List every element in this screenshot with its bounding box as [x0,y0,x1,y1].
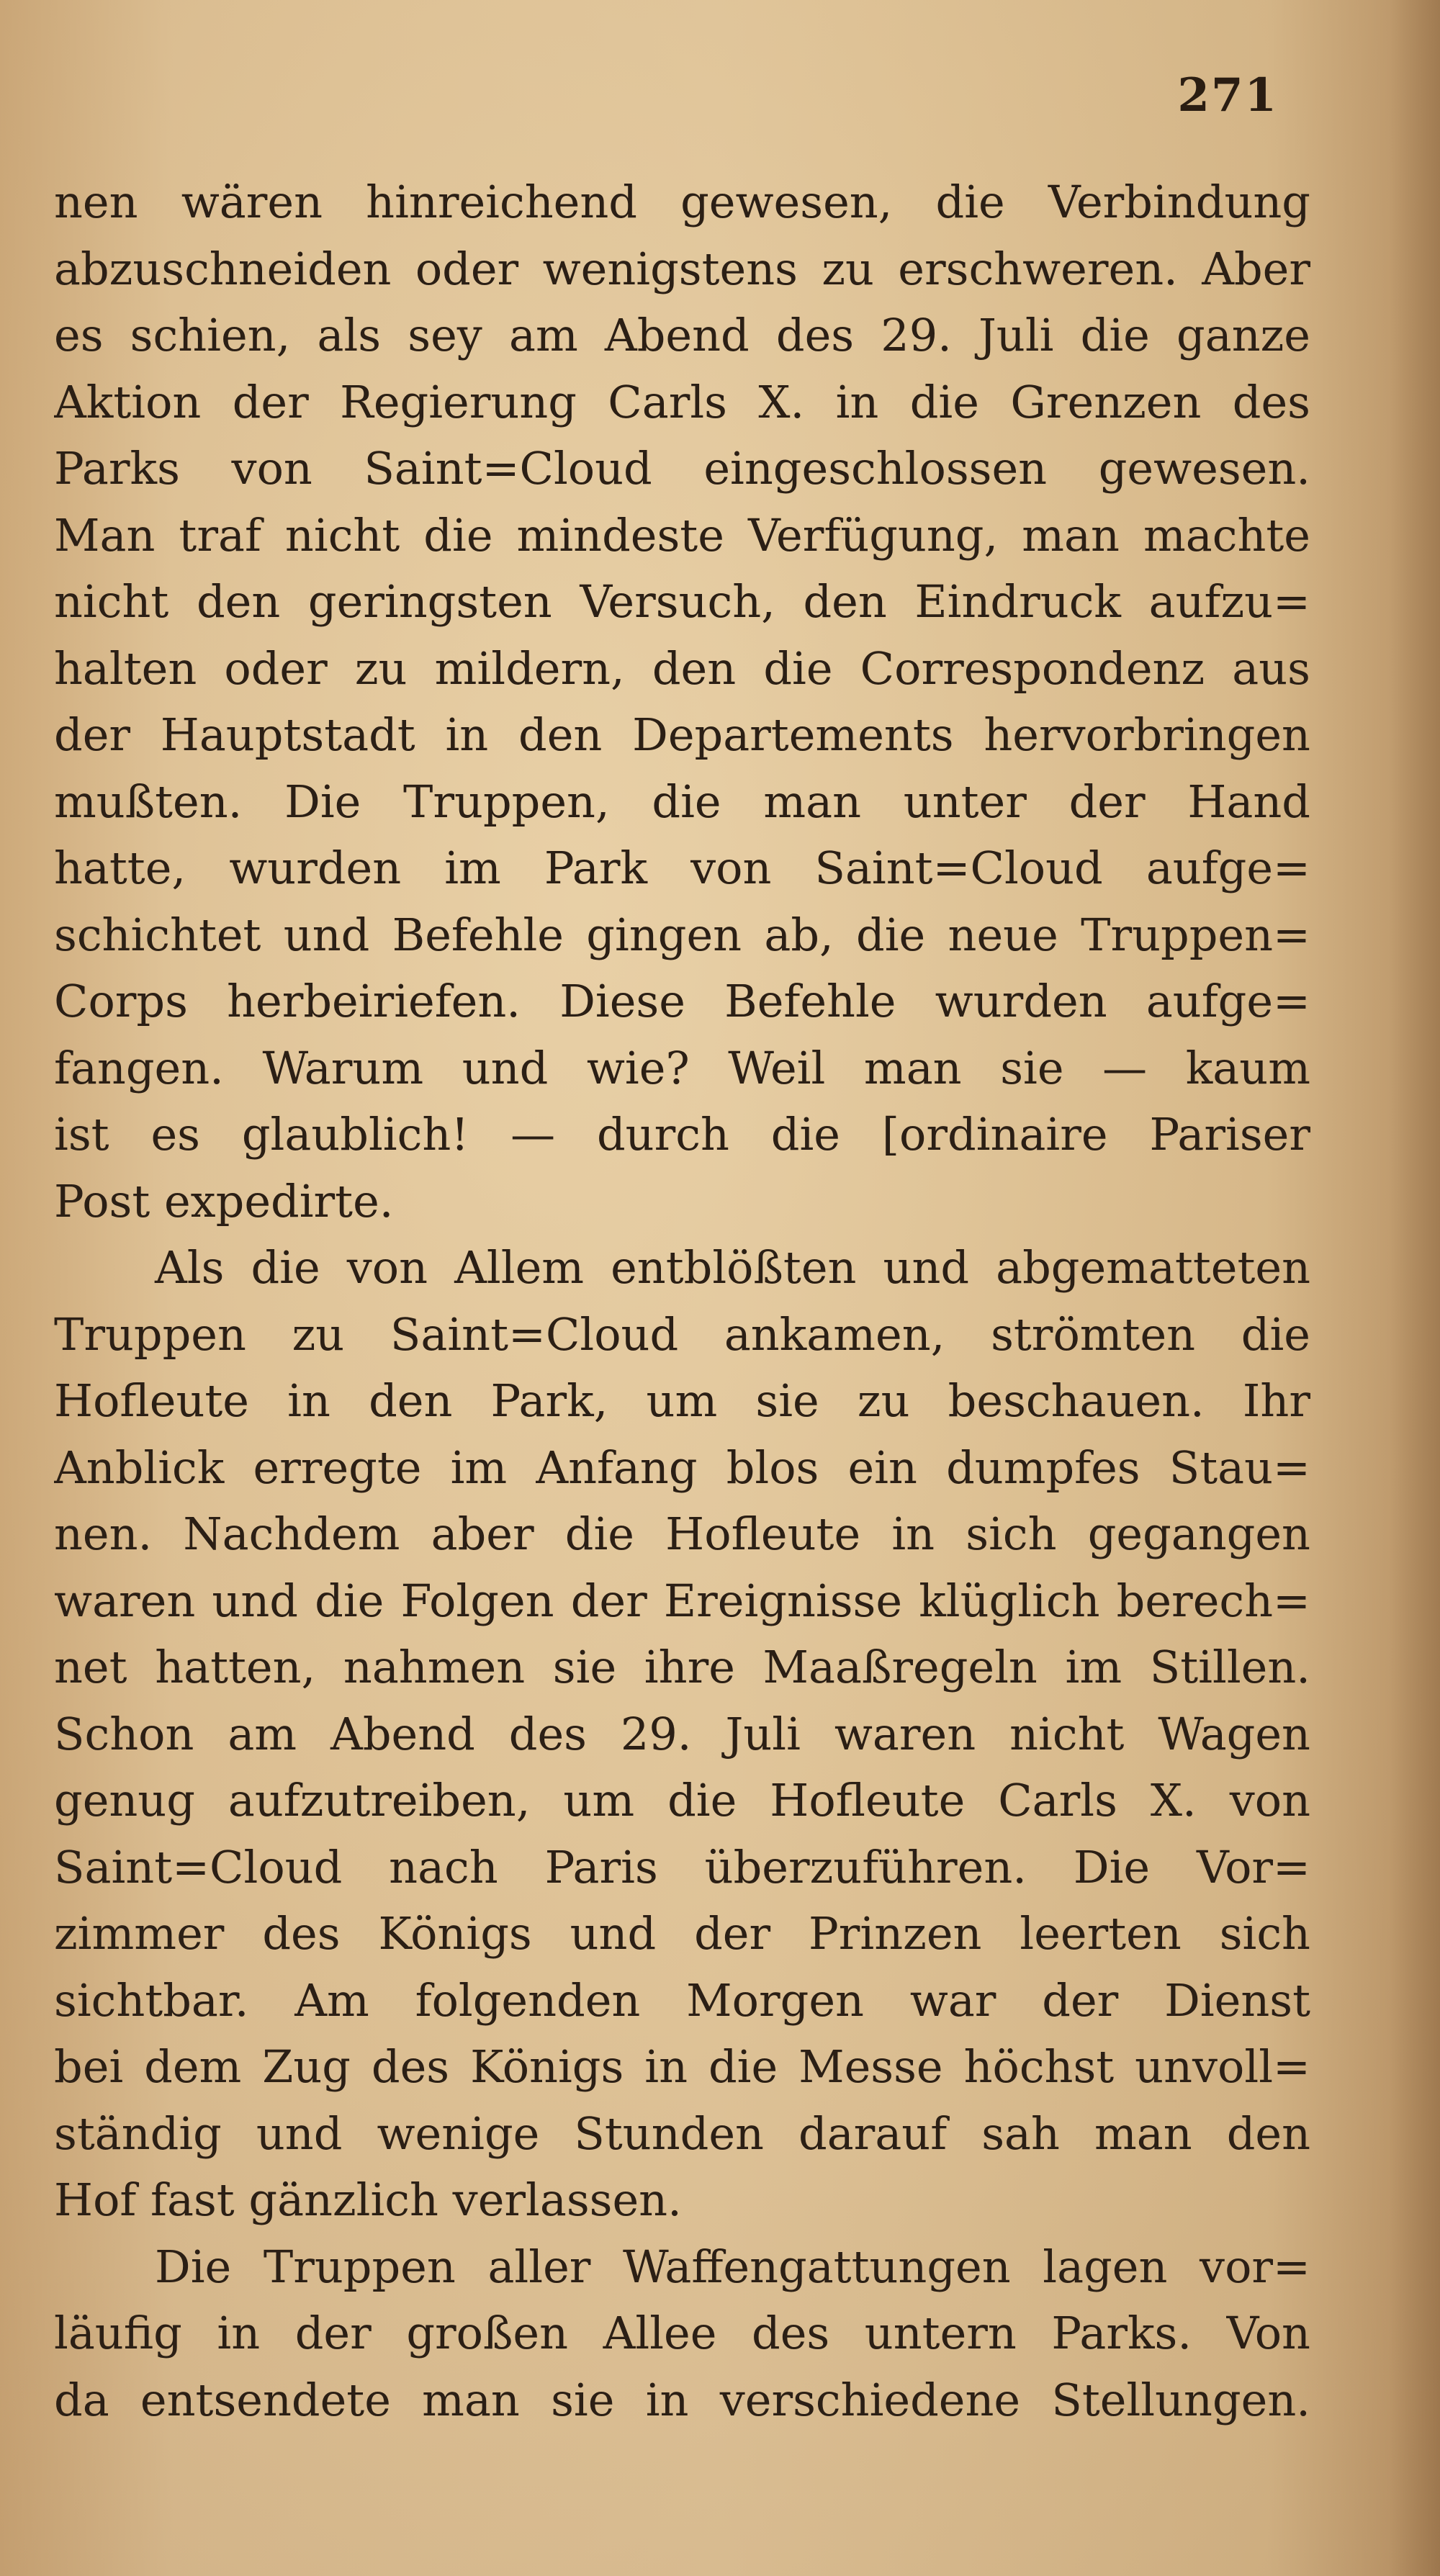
text-line: Aktion der Regierung Carls X. in die Grenzen des [54,375,1310,428]
text-line: ständig und wenige Stunden darauf sah man den [54,2107,1310,2160]
text-line: genug aufzutreiben, um die Hofleute Carls X. von [54,1774,1310,1827]
text-line: Saint=Cloud nach Paris überzuführen. Die Vor= [54,1840,1310,1893]
text-line: da entsendete man sie in verschiedene Stellungen. [54,2373,1310,2426]
text-line: Parks von Saint=Cloud eingeschlossen gewesen. [54,442,1310,495]
text-line: der Hauptstadt in den Departements hervorbringen [54,708,1310,761]
text-line: halten oder zu mildern, den die Correspondenz aus [54,641,1310,695]
text-line: Post expedirte. [54,1174,394,1228]
text-line: ist es glaublich! — durch die [ordinaire Pariser [54,1108,1310,1161]
text-line: schichtet und Befehle gingen ab, die neue Truppen= [54,908,1310,961]
text-line: Die Truppen aller Waffengattungen lagen vor= [155,2240,1310,2293]
text-line: Als die von Allem entblößten und abgematteten [155,1241,1310,1294]
page-number: 271 [1177,68,1278,122]
text-line: Anblick erregte im Anfang blos ein dumpfes Stau= [54,1441,1310,1494]
text-line: bei dem Zug des Königs in die Messe höchst unvoll= [54,2040,1310,2093]
text-line: zimmer des Königs und der Prinzen leerten sich [54,1907,1310,1960]
text-line: net hatten, nahmen sie ihre Maaßregeln im Stillen. [54,1641,1310,1693]
text-line: Man traf nicht die mindeste Verfügung, man machte [54,508,1310,562]
text-line: Hofleute in den Park, um sie zu beschauen. Ihr [54,1374,1310,1427]
text-line: fangen. Warum und wie? Weil man sie — kaum [54,1041,1310,1094]
page-edge-shadow [1390,0,1440,2576]
text-line: Schon am Abend des 29. Juli waren nicht Wagen [54,1707,1310,1760]
text-line: nen. Nachdem aber die Hofleute in sich gegangen [54,1508,1310,1560]
text-line: abzuschneiden oder wenigstens zu erschweren. Aber [54,242,1310,295]
text-line: Hof fast gänzlich verlassen. [54,2174,682,2226]
text-line: mußten. Die Truppen, die man unter der Hand [54,775,1310,828]
text-line: waren und die Folgen der Ereignisse klüglich berech= [54,1574,1310,1627]
text-line: läufig in der großen Allee des untern Parks. Von [54,2307,1310,2359]
text-line: Corps herbeiriefen. Diese Befehle wurden aufge= [54,975,1310,1027]
text-line: nen wären hinreichend gewesen, die Verbindung [54,176,1310,228]
text-line: Truppen zu Saint=Cloud ankamen, strömten die [54,1307,1310,1361]
text-line: hatte, wurden im Park von Saint=Cloud aufge= [54,842,1310,894]
text-line: es schien, als sey am Abend des 29. Juli die ganze [54,309,1310,361]
body-text [54,169,1310,2433]
text-line: sichtbar. Am folgenden Morgen war der Dienst [54,1973,1310,2027]
text-line: nicht den geringsten Versuch, den Eindruck aufzu= [54,575,1310,628]
